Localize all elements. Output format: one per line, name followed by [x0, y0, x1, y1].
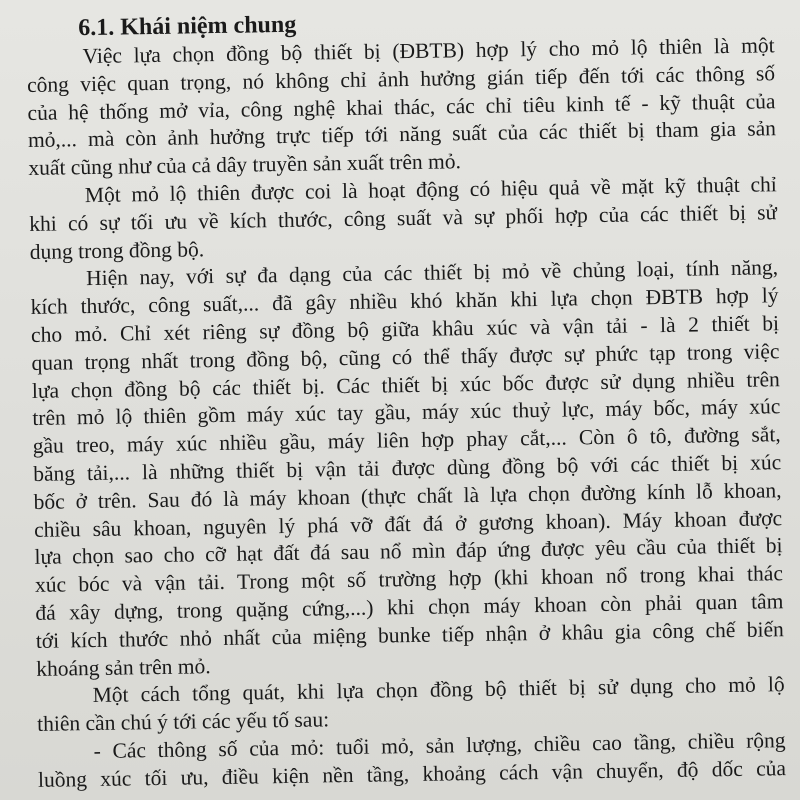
- text-line: đá xây dựng, trong quặng cứng,...) khi chọn máy khoan còn phải quan tâm: [35, 589, 784, 625]
- text-line: gầu treo, máy xúc nhiều gầu, máy liên hợp phay cắt,... Còn ô tô, đường sắt,: [32, 422, 781, 459]
- text-line: mỏ,... mà còn ảnh hưởng trực tiếp tới năng suất của các thiết bị tham gia sản: [27, 116, 777, 153]
- text-line: Một cách tổng quát, khi lựa chọn đồng bộ thiết bị sử dụng cho mỏ lộ: [92, 672, 785, 708]
- text-line: dụng trong đồng bộ.: [29, 236, 205, 264]
- paragraph-1: [26, 32, 776, 183]
- text-line: lựa chọn đồng bộ các thiết bị. Các thiết bị xúc bốc được sử dụng nhiều trên: [31, 366, 781, 403]
- paragraph-5: [37, 727, 786, 794]
- text-line: xuất cũng như của cả dây truyền sản xuất trên mỏ.: [28, 149, 462, 181]
- text-line: khoáng sản trên mỏ.: [36, 653, 211, 681]
- text-line: Hiện nay, với sự đa dạng của các thiết bị mỏ về chủng loại, tính năng,: [85, 255, 779, 291]
- section-body: [26, 2, 786, 794]
- paragraph-2: [29, 171, 778, 266]
- text-line: kích thước, công suất,... đã gây nhiều khó khăn khi lựa chọn ĐBTB hợp lý: [30, 283, 779, 320]
- text-line: trên mỏ lộ thiên gồm máy xúc tay gầu, máy xúc thuỷ lực, máy bốc, máy xúc: [32, 394, 781, 431]
- text-line: Việc lựa chọn đồng bộ thiết bị (ĐBTB) hợp lý cho mỏ lộ thiên là một: [82, 33, 775, 69]
- text-line: chiều sâu khoan, nguyên lý phá vỡ đất đá ở gương khoan). Máy khoan được: [33, 505, 783, 542]
- section-heading: 6.1. Khái niệm chung: [78, 11, 297, 42]
- text-line: thiên cần chú ý tới các yếu tố sau:: [36, 707, 330, 737]
- text-line: luồng xúc tối ưu, điều kiện nền tầng, khoảng cách vận chuyển, độ dốc của: [37, 755, 787, 792]
- text-line: khi có sự tối ưu về kích thước, công suất và sự phối hợp của các thiết bị sử: [29, 200, 778, 236]
- text-line: công việc quan trọng, nó không chỉ ảnh hưởng gián tiếp đến tới các thông số: [26, 61, 776, 97]
- text-line: lựa chọn sao cho cỡ hạt đất đá sau nổ mìn đáp ứng được yêu cầu của thiết bị: [34, 533, 783, 570]
- text-line: băng tải,... là những thiết bị vận tải được dùng đồng bộ với các thiết bị xúc: [33, 450, 782, 486]
- text-line: bốc ở trên. Sau đó là máy khoan (thực chất là lựa chọn đường kính lỗ khoan,: [33, 477, 782, 514]
- text-line: quan trọng nhất trong đồng bộ, cũng có thể thấy được sự phức tạp trong việc: [31, 338, 780, 375]
- text-line: Một mỏ lộ thiên được coi là hoạt động có hiệu quả về mặt kỹ thuật chỉ: [84, 172, 777, 208]
- text-line: của hệ thống mở vỉa, công nghệ khai thác, các chỉ tiêu kinh tế - kỹ thuật của: [27, 88, 776, 125]
- text-line: tới kích thước nhỏ nhất của miệng bunke tiếp nhận ở khâu gia công chế biến: [35, 616, 784, 653]
- text-line: cho mỏ. Chỉ xét riêng sự đồng bộ giữa khâu xúc và vận tải - là 2 thiết bị: [30, 311, 780, 347]
- paragraph-3: [30, 255, 784, 684]
- text-line: xúc bóc và vận tải. Trong một số trường hợp (khi khoan nổ trong khai thác: [34, 561, 784, 598]
- text-line: - Các thông số của mỏ: tuổi mỏ, sản lượng, chiều cao tầng, chiều rộng: [93, 728, 786, 763]
